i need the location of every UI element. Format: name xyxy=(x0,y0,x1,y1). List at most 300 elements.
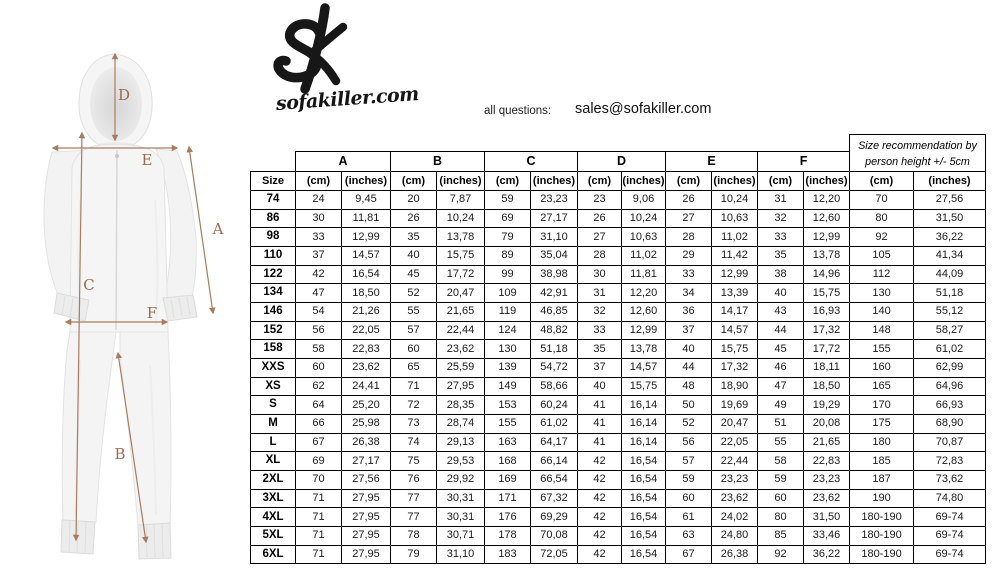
group-header-f: F xyxy=(758,152,850,172)
measurement-cell: 42 xyxy=(578,489,622,508)
size-label: XXS xyxy=(251,359,296,378)
measurement-cell: 112 xyxy=(850,265,914,284)
measurement-cell: 15,75 xyxy=(437,247,485,266)
table-row xyxy=(251,433,986,452)
measurement-cell: 29,53 xyxy=(437,452,485,471)
measurement-cell: 72,83 xyxy=(914,452,986,471)
size-column-header: Size xyxy=(251,172,296,191)
measurement-cell: 71 xyxy=(296,527,342,546)
measurement-cell: 22,83 xyxy=(342,340,391,359)
measurement-cell: 24,80 xyxy=(712,527,758,546)
group-header-e: E xyxy=(666,152,758,172)
measurement-cell: 18,50 xyxy=(804,377,850,396)
measurement-cell: 51 xyxy=(758,415,804,434)
measurement-cell: 11,42 xyxy=(712,247,758,266)
measurement-cell: 12,99 xyxy=(622,321,666,340)
measurement-cell: 18,11 xyxy=(804,359,850,378)
measurement-cell: 155 xyxy=(485,415,531,434)
measurement-cell: 23,23 xyxy=(531,191,578,210)
measurement-cell: 16,93 xyxy=(804,303,850,322)
measurement-cell: 26 xyxy=(666,191,712,210)
measurement-cell: 13,39 xyxy=(712,284,758,303)
measurement-cell: 24,02 xyxy=(712,508,758,527)
measurement-cell: 69-74 xyxy=(914,545,986,564)
measurement-cell: 61 xyxy=(666,508,712,527)
measurement-cell: 72 xyxy=(391,396,437,415)
measurement-cell: 52 xyxy=(666,415,712,434)
measurement-cell: 78 xyxy=(391,527,437,546)
measurement-cell: 67 xyxy=(296,433,342,452)
measurement-cell: 62 xyxy=(296,377,342,396)
measurement-cell: 27,17 xyxy=(531,209,578,228)
measurement-cell: 23,62 xyxy=(342,359,391,378)
inches-unit-header: (inches) xyxy=(342,172,391,191)
measurement-cell: 10,63 xyxy=(622,228,666,247)
measurement-cell: 10,24 xyxy=(622,209,666,228)
measurement-cell: 37 xyxy=(296,247,342,266)
measurement-cell: 40 xyxy=(391,247,437,266)
measurement-cell: 64,17 xyxy=(531,433,578,452)
measurement-cell: 42 xyxy=(578,527,622,546)
measurement-cell: 75 xyxy=(391,452,437,471)
table-row xyxy=(251,303,986,322)
size-label: 2XL xyxy=(251,471,296,490)
measurement-cell: 70,08 xyxy=(531,527,578,546)
measurement-cell: 66,93 xyxy=(914,396,986,415)
measurement-cell: 27,17 xyxy=(342,452,391,471)
measurement-cell: 153 xyxy=(485,396,531,415)
measurement-cell: 61,02 xyxy=(914,340,986,359)
measurement-cell: 26 xyxy=(391,209,437,228)
measurement-cell: 27,56 xyxy=(342,471,391,490)
measurement-cell: 48 xyxy=(666,377,712,396)
measurement-cell: 183 xyxy=(485,545,531,564)
size-label: 6XL xyxy=(251,545,296,564)
measurement-cell: 79 xyxy=(391,545,437,564)
measurement-cell: 38,98 xyxy=(531,265,578,284)
table-row xyxy=(251,321,986,340)
measurement-cell: 10,24 xyxy=(437,209,485,228)
measurement-cell: 20 xyxy=(391,191,437,210)
measure-label-e: E xyxy=(141,151,153,169)
measurement-cell: 66,14 xyxy=(531,452,578,471)
measurement-cell: 11,02 xyxy=(622,247,666,266)
onesie-illustration xyxy=(44,54,197,559)
measurement-cell: 25,20 xyxy=(342,396,391,415)
measurement-cell: 178 xyxy=(485,527,531,546)
measurement-cell: 49 xyxy=(758,396,804,415)
measurement-cell: 38 xyxy=(758,265,804,284)
size-label: 110 xyxy=(251,247,296,266)
inches-unit-header: (inches) xyxy=(804,172,850,191)
measurement-cell: 26 xyxy=(578,209,622,228)
measurement-cell: 64 xyxy=(296,396,342,415)
measurement-cell: 54,72 xyxy=(531,359,578,378)
inches-unit-header: (inches) xyxy=(622,172,666,191)
size-label: XL xyxy=(251,452,296,471)
measurement-cell: 35 xyxy=(391,228,437,247)
measurement-cell: 57 xyxy=(666,452,712,471)
measurement-cell: 55 xyxy=(391,303,437,322)
measurement-cell: 23 xyxy=(578,191,622,210)
size-label: 134 xyxy=(251,284,296,303)
size-label: S xyxy=(251,396,296,415)
cm-unit-header: (cm) xyxy=(850,172,914,191)
measurement-cell: 31 xyxy=(578,284,622,303)
size-label: 74 xyxy=(251,191,296,210)
cm-unit-header: (cm) xyxy=(578,172,622,191)
measurement-cell: 180-190 xyxy=(850,527,914,546)
size-label: 98 xyxy=(251,228,296,247)
measurement-cell: 31,10 xyxy=(437,545,485,564)
measurement-cell: 59 xyxy=(485,191,531,210)
measurement-cell: 60 xyxy=(758,489,804,508)
measurement-cell: 22,83 xyxy=(804,452,850,471)
measurement-cell: 40 xyxy=(758,284,804,303)
measurement-cell: 14,96 xyxy=(804,265,850,284)
measure-label-a: A xyxy=(212,220,224,238)
measurement-cell: 37 xyxy=(578,359,622,378)
measurement-cell: 64,96 xyxy=(914,377,986,396)
measurement-cell: 17,32 xyxy=(712,359,758,378)
measurement-cell: 169 xyxy=(485,471,531,490)
measurement-cell: 46,85 xyxy=(531,303,578,322)
measurement-cell: 163 xyxy=(485,433,531,452)
measure-label-d: D xyxy=(117,86,131,104)
cm-unit-header: (cm) xyxy=(666,172,712,191)
measurement-cell: 41 xyxy=(578,396,622,415)
cm-unit-header: (cm) xyxy=(758,172,804,191)
measurement-cell: 46 xyxy=(758,359,804,378)
measurement-cell: 17,32 xyxy=(804,321,850,340)
size-label: 3XL xyxy=(251,489,296,508)
measurement-cell: 28 xyxy=(666,228,712,247)
measurement-cell: 12,20 xyxy=(804,191,850,210)
measurement-cell: 12,99 xyxy=(712,265,758,284)
measurement-cell: 21,65 xyxy=(437,303,485,322)
measurement-cell: 33,46 xyxy=(804,527,850,546)
measurement-cell: 62,99 xyxy=(914,359,986,378)
measurement-cell: 23,62 xyxy=(437,340,485,359)
measurement-cell: 92 xyxy=(850,228,914,247)
measurement-cell: 35 xyxy=(758,247,804,266)
measurement-cell: 69 xyxy=(296,452,342,471)
measurement-cell: 33 xyxy=(296,228,342,247)
measurement-cell: 9,06 xyxy=(622,191,666,210)
measurement-cell: 148 xyxy=(850,321,914,340)
left-leg-shape xyxy=(62,332,116,522)
measurement-cell: 92 xyxy=(758,545,804,564)
table-row xyxy=(251,359,986,378)
contact-email: sales@sofakiller.com xyxy=(575,101,712,117)
measurement-cell: 16,54 xyxy=(622,489,666,508)
measure-label-b: B xyxy=(114,445,126,463)
measurement-cell: 10,63 xyxy=(712,209,758,228)
measurement-cell: 29,13 xyxy=(437,433,485,452)
measurement-cell: 176 xyxy=(485,508,531,527)
table-row xyxy=(251,415,986,434)
measurement-cell: 19,69 xyxy=(712,396,758,415)
measurement-cell: 36,22 xyxy=(914,228,986,247)
measurement-cell: 16,14 xyxy=(622,396,666,415)
measurement-cell: 16,54 xyxy=(622,471,666,490)
measurement-cell: 99 xyxy=(485,265,531,284)
measurement-cell: 45 xyxy=(758,340,804,359)
measurement-cell: 32 xyxy=(578,303,622,322)
measurement-cell: 60 xyxy=(666,489,712,508)
zipper-seam xyxy=(116,150,117,330)
size-label: 146 xyxy=(251,303,296,322)
measurement-cell: 55,12 xyxy=(914,303,986,322)
table-row xyxy=(251,545,986,564)
measurement-cell: 18,50 xyxy=(342,284,391,303)
measurement-cell: 69,29 xyxy=(531,508,578,527)
measurement-cell: 69-74 xyxy=(914,527,986,546)
measurement-cell: 13,78 xyxy=(622,340,666,359)
measurement-cell: 33 xyxy=(578,321,622,340)
size-label: XS xyxy=(251,377,296,396)
measurement-cell: 63 xyxy=(666,527,712,546)
measurement-cell: 27,95 xyxy=(342,527,391,546)
corner-spacer xyxy=(251,152,296,172)
measurement-cell: 76 xyxy=(391,471,437,490)
measurement-cell: 109 xyxy=(485,284,531,303)
measurement-cell: 71 xyxy=(296,545,342,564)
measure-label-c: C xyxy=(83,276,95,294)
measurement-cell: 29,92 xyxy=(437,471,485,490)
size-label: 5XL xyxy=(251,527,296,546)
measurement-cell: 16,54 xyxy=(622,508,666,527)
measurement-cell: 59 xyxy=(666,471,712,490)
size-chart-table xyxy=(250,151,986,564)
measurement-cell: 20,47 xyxy=(712,415,758,434)
size-label: L xyxy=(251,433,296,452)
measurement-cell: 43 xyxy=(758,303,804,322)
measurement-cell: 130 xyxy=(485,340,531,359)
measurement-cell: 16,54 xyxy=(622,545,666,564)
measurement-cell: 47 xyxy=(758,377,804,396)
measurement-cell: 80 xyxy=(850,209,914,228)
measurement-cell: 73 xyxy=(391,415,437,434)
inches-unit-header: (inches) xyxy=(437,172,485,191)
measurement-cell: 23,62 xyxy=(712,489,758,508)
measurement-cell: 23,23 xyxy=(712,471,758,490)
measurement-cell: 58 xyxy=(758,452,804,471)
measurement-cell: 42 xyxy=(578,452,622,471)
measurement-cell: 28 xyxy=(578,247,622,266)
group-header-b: B xyxy=(391,152,485,172)
measurement-cell: 27,95 xyxy=(342,508,391,527)
measurement-cell: 18,90 xyxy=(712,377,758,396)
measurement-cell: 16,54 xyxy=(622,452,666,471)
measurement-cell: 27,95 xyxy=(437,377,485,396)
measurement-cell: 14,57 xyxy=(342,247,391,266)
measurement-cell: 149 xyxy=(485,377,531,396)
measurement-cell: 23,23 xyxy=(804,471,850,490)
measurement-cell: 12,20 xyxy=(622,284,666,303)
measurement-cell: 168 xyxy=(485,452,531,471)
measurement-cell: 29 xyxy=(666,247,712,266)
measurement-cell: 22,05 xyxy=(712,433,758,452)
measurement-cell: 7,87 xyxy=(437,191,485,210)
size-label: 158 xyxy=(251,340,296,359)
measurement-cell: 58,66 xyxy=(531,377,578,396)
measurement-cell: 55 xyxy=(758,433,804,452)
measurement-cell: 10,24 xyxy=(712,191,758,210)
inches-unit-header: (inches) xyxy=(531,172,578,191)
measurement-cell: 74,80 xyxy=(914,489,986,508)
measurement-cell: 17,72 xyxy=(437,265,485,284)
table-row xyxy=(251,489,986,508)
measurement-cell: 36,22 xyxy=(804,545,850,564)
measurement-cell: 60 xyxy=(391,340,437,359)
measurement-cell: 30,71 xyxy=(437,527,485,546)
measurement-cell: 37 xyxy=(666,321,712,340)
measurement-cell: 44 xyxy=(758,321,804,340)
measurement-cell: 187 xyxy=(850,471,914,490)
measurement-cell: 180 xyxy=(850,433,914,452)
table-row xyxy=(251,284,986,303)
measurement-cell: 22,44 xyxy=(712,452,758,471)
hood-opening xyxy=(90,67,142,141)
measurement-cell: 14,17 xyxy=(712,303,758,322)
measurement-cell: 40 xyxy=(578,377,622,396)
measurement-cell: 11,81 xyxy=(622,265,666,284)
measurement-cell: 60,24 xyxy=(531,396,578,415)
measurement-cell: 56 xyxy=(296,321,342,340)
zipper-pull xyxy=(115,154,119,158)
measurement-cell: 14,57 xyxy=(622,359,666,378)
measurement-cell: 41 xyxy=(578,433,622,452)
measurement-cell: 48,82 xyxy=(531,321,578,340)
measurement-cell: 71 xyxy=(296,508,342,527)
measurement-cell: 52 xyxy=(391,284,437,303)
measurement-cell: 23,62 xyxy=(804,489,850,508)
measure-label-f: F xyxy=(146,304,158,322)
measurement-cell: 66,54 xyxy=(531,471,578,490)
table-row xyxy=(251,247,986,266)
measurement-cell: 160 xyxy=(850,359,914,378)
measurement-cell: 27,95 xyxy=(342,545,391,564)
measurement-cell: 30,31 xyxy=(437,508,485,527)
measurement-cell: 21,65 xyxy=(804,433,850,452)
measurement-cell: 185 xyxy=(850,452,914,471)
measurement-cell: 180-190 xyxy=(850,545,914,564)
measurement-cell: 155 xyxy=(850,340,914,359)
measurement-cell: 28,35 xyxy=(437,396,485,415)
measurement-cell: 59 xyxy=(758,471,804,490)
table-row xyxy=(251,396,986,415)
measurement-cell: 42 xyxy=(578,471,622,490)
measurement-cell: 40 xyxy=(666,340,712,359)
measurement-cell: 89 xyxy=(485,247,531,266)
measurement-cell: 67,32 xyxy=(531,489,578,508)
measurement-cell: 80 xyxy=(758,508,804,527)
measurement-cell: 12,60 xyxy=(804,209,850,228)
measurement-cell: 27,95 xyxy=(342,489,391,508)
height-recommendation-header: Size recommendation by person height +/- 5cm xyxy=(849,134,986,172)
measurement-cell: 70 xyxy=(850,191,914,210)
measurement-cell: 12,99 xyxy=(804,228,850,247)
measurement-cell: 26,38 xyxy=(342,433,391,452)
measurement-cell: 71 xyxy=(296,489,342,508)
measurement-cell: 31,50 xyxy=(914,209,986,228)
table-row xyxy=(251,340,986,359)
sk-logo-icon xyxy=(266,2,396,97)
measurement-cell: 42 xyxy=(296,265,342,284)
measurement-cell: 22,44 xyxy=(437,321,485,340)
measurement-cell: 170 xyxy=(850,396,914,415)
measurement-cell: 85 xyxy=(758,527,804,546)
measurement-cell: 21,26 xyxy=(342,303,391,322)
size-label: 4XL xyxy=(251,508,296,527)
measurement-cell: 58,27 xyxy=(914,321,986,340)
measurement-cell: 73,62 xyxy=(914,471,986,490)
inches-unit-header: (inches) xyxy=(712,172,758,191)
cm-unit-header: (cm) xyxy=(391,172,437,191)
group-header-d: D xyxy=(578,152,666,172)
table-row xyxy=(251,209,986,228)
measurement-cell: 44,09 xyxy=(914,265,986,284)
measurement-cell: 105 xyxy=(850,247,914,266)
measurement-cell: 72,05 xyxy=(531,545,578,564)
table-row xyxy=(251,527,986,546)
measurement-cell: 190 xyxy=(850,489,914,508)
measurement-cell: 26,38 xyxy=(712,545,758,564)
table-row xyxy=(251,471,986,490)
measurement-cell: 71 xyxy=(391,377,437,396)
measurement-cell: 41 xyxy=(578,415,622,434)
table-row xyxy=(251,265,986,284)
table-row xyxy=(251,191,986,210)
measurement-cell: 24,41 xyxy=(342,377,391,396)
measurement-cell: 171 xyxy=(485,489,531,508)
measurement-cell: 24 xyxy=(296,191,342,210)
size-label: M xyxy=(251,415,296,434)
measurement-cell: 16,54 xyxy=(622,527,666,546)
measurement-cell: 33 xyxy=(758,228,804,247)
measurement-cell: 25,59 xyxy=(437,359,485,378)
measurement-cell: 27,56 xyxy=(914,191,986,210)
size-label: 152 xyxy=(251,321,296,340)
measurement-cell: 139 xyxy=(485,359,531,378)
table-row xyxy=(251,377,986,396)
measurement-cell: 20,47 xyxy=(437,284,485,303)
measurement-cell: 69 xyxy=(485,209,531,228)
measurement-cell: 180-190 xyxy=(850,508,914,527)
measurement-cell: 27 xyxy=(666,209,712,228)
measurement-cell: 9,45 xyxy=(342,191,391,210)
table-row xyxy=(251,508,986,527)
measurement-cell: 47 xyxy=(296,284,342,303)
measurement-cell: 28,74 xyxy=(437,415,485,434)
measurement-cell: 20,08 xyxy=(804,415,850,434)
measurement-cell: 175 xyxy=(850,415,914,434)
measurement-cell: 54 xyxy=(296,303,342,322)
measurement-cell: 16,54 xyxy=(342,265,391,284)
measurement-cell: 14,57 xyxy=(712,321,758,340)
measurement-cell: 12,60 xyxy=(622,303,666,322)
measurement-cell: 15,75 xyxy=(622,377,666,396)
measurement-cell: 16,14 xyxy=(622,433,666,452)
measurement-cell: 41,34 xyxy=(914,247,986,266)
measurement-cell: 42,91 xyxy=(531,284,578,303)
measurement-cell: 68,90 xyxy=(914,415,986,434)
measurement-cell: 15,75 xyxy=(712,340,758,359)
measurement-cell: 25,98 xyxy=(342,415,391,434)
group-header-a: A xyxy=(296,152,391,172)
measurement-cell: 124 xyxy=(485,321,531,340)
